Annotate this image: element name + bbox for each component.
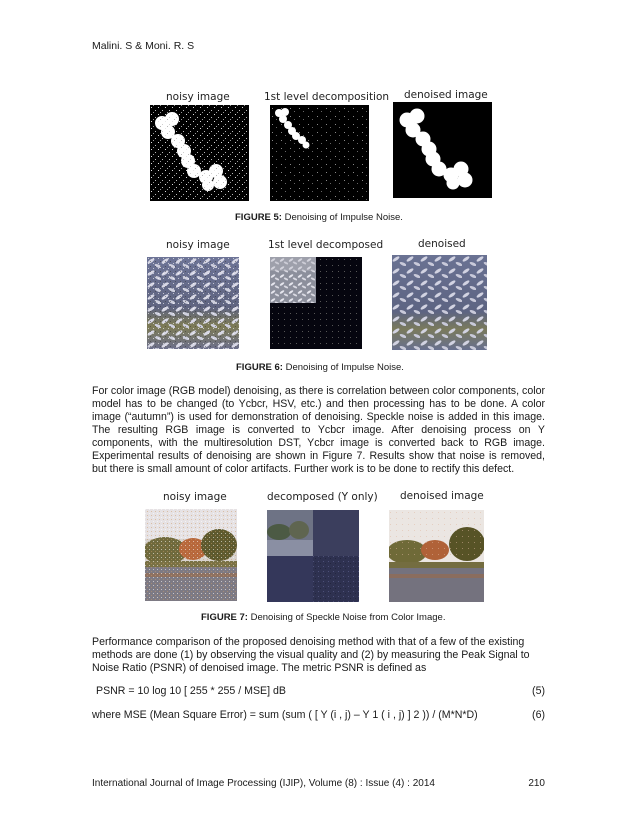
figure-6-caption-label: FIGURE 6: [236, 362, 283, 373]
figure-7-denoised-image [389, 510, 484, 602]
figure-7-decomposed-image [267, 510, 359, 602]
figure-7-caption-text: Denoising of Speckle Noise from Color Image. [247, 612, 446, 623]
figure-6-caption [236, 362, 404, 373]
figure-5-denoised-image [393, 102, 492, 198]
figure-7-label-decomposed: decomposed (Y only) [267, 491, 378, 503]
figure-6-decomposed-image [270, 257, 362, 349]
figure-5-caption-text: Denoising of Impulse Noise. [281, 212, 403, 223]
figure-6-label-noisy: noisy image [166, 239, 230, 251]
figure-5-label-noisy: noisy image [166, 91, 230, 103]
figure-6-noisy-image [147, 257, 239, 349]
figure-6-label-denoised: denoised [418, 238, 466, 250]
equation-number-6: (6) [532, 709, 545, 721]
figure-5-label-denoised: denoised image [404, 89, 488, 101]
figure-6-caption-text: Denoising of Impulse Noise. [282, 362, 404, 373]
figure-7-label-noisy: noisy image [163, 491, 227, 503]
body-paragraph-performance: Performance comparison of the proposed denoising method with that of a few of the existing methods are done (1) by observing the visual quality and (2) by measuring the Peak Signal to Noise Ratio (PSNR) of denoised image. The metric PSNR is defined as [92, 636, 530, 674]
figure-7-noisy-image [145, 509, 237, 601]
page-number: 210 [528, 778, 545, 789]
figure-7-caption [201, 612, 445, 623]
figure-5-noisy-image [150, 105, 249, 201]
body-paragraph-color-denoising: For color image (RGB model) denoising, as there is correlation between color components, color model has to be changed (to Ycbcr, HSV, etc.) and then processing has to be done. A color image (“autumn”) is used for demonstration of denoising. Speckle noise is added in this image. The resulting RGB image is converted to Ycbcr image. After denoising process on Y components, with the multiresolution DST, Ycbcr image is converted back to RGB image. Experimental results of denoising are shown in Figure 7. Results show that noise is removed, but there is small amount of color artifacts. Further work is to be done to rectify this defect. [92, 385, 545, 475]
figure-6-denoised-image [392, 255, 487, 350]
equation-number-5: (5) [532, 685, 545, 697]
figure-5-label-decomposition: 1st level decomposition [264, 91, 390, 103]
figure-7-label-denoised: denoised image [400, 490, 484, 502]
equation-mse: where MSE (Mean Square Error) = sum (sum ( [ Y (i , j) – Y 1 ( i , j) ] 2 )) / (M*N*D) [92, 709, 478, 721]
figure-5-caption [235, 212, 403, 223]
equation-psnr: PSNR = 10 log 10 [ 255 * 255 / MSE] dB [96, 685, 286, 697]
running-header: Malini. S & Moni. R. S [92, 40, 195, 52]
figure-5-caption-label: FIGURE 5: [235, 212, 282, 223]
journal-footer: International Journal of Image Processing (IJIP), Volume (8) : Issue (4) : 2014 [92, 778, 435, 789]
figure-6-label-decomposed: 1st level decomposed [268, 239, 384, 251]
figure-7-caption-label: FIGURE 7: [201, 612, 248, 623]
figure-5-decomposition-image [270, 105, 369, 201]
